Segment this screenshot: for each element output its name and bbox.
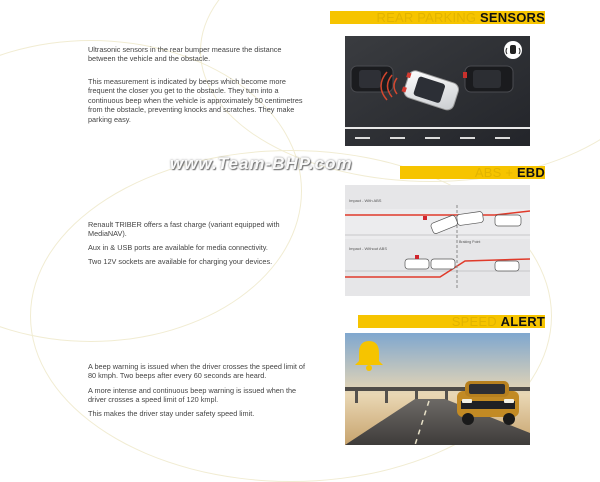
watermark-text: www.Team-BHP.com [170, 154, 353, 173]
parking-sensor-image [345, 36, 530, 146]
speed-alert-title: SPEED ALERT [451, 314, 545, 329]
label-with-abs: Impact - With ABS [349, 198, 382, 203]
abs-paragraph: Renault TRIBER offers a fast charge (variant equipped with MediaNAV). [88, 220, 280, 239]
parking-paragraph: This measurement is indicated by beeps which become more frequent the closer you get to the obstacle. They turn into a continuous beep when the vehicle is approximately 50 centimetres from the obstacle, preventing knocks and scratches. They make parking easy. [88, 77, 303, 124]
parking-paragraph: Ultrasonic sensors in the rear bumper measure the distance between the vehicle and the obstacle. [88, 45, 282, 64]
speed-paragraph: A more intense and continuous beep warning is issued when the driver crosses a speed limit of 120 kmpl. [88, 386, 297, 405]
speed-paragraph: This makes the driver stay under safety speed limit. [88, 409, 255, 418]
label-without-abs: Impact - Without ABS [349, 246, 388, 251]
speed-alert-image [345, 333, 530, 445]
abs-paragraph: Aux in & USB ports are available for media connectivity. [88, 243, 268, 252]
label-braking-point: Braking Point [459, 240, 481, 244]
speed-paragraph: A beep warning is issued when the driver crosses the speed limit of 80 kmph. Two beeps after every 60 seconds are heard. [88, 362, 305, 381]
abs-ebd-title: ABS + EBD [474, 165, 545, 180]
abs-paragraph: Two 12V sockets are available for charging your devices. [88, 257, 273, 266]
abs-ebd-diagram [345, 185, 530, 296]
rear-parking-title: REAR PARKING SENSORS [376, 10, 545, 25]
